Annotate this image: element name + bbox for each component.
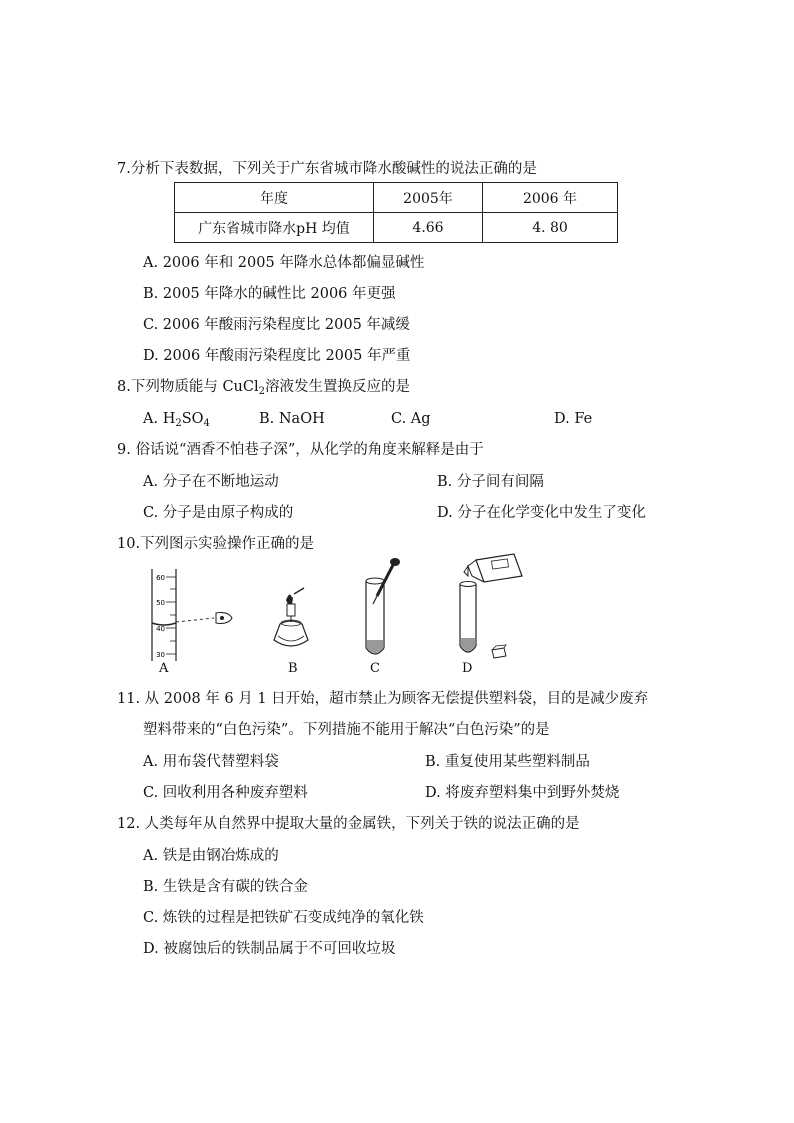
tick-label: 40 [156, 625, 165, 633]
table-row [175, 213, 618, 243]
q8-option-b: B. NaOH [259, 411, 325, 427]
q11-stem-line1: 11. 从 2008 年 6 月 1 日开始，超市禁止为顾客无偿提供塑料袋，目的是减少废弃 [117, 691, 649, 707]
q9-option-d: D. 分子在化学变化中发生了变化 [437, 505, 646, 521]
q8-option-a [143, 410, 210, 428]
q8-stem-text: 8.下列物质能与 CuCl [117, 379, 259, 395]
table-header-cell: 2006 年 [483, 183, 618, 213]
tick-label: 60 [156, 574, 165, 582]
table-cell: 广东省城市降水pH 均值 [175, 213, 374, 243]
table-cell: 4.66 [374, 213, 483, 243]
q8-stem-text: 溶液发生置换反应的是 [264, 379, 410, 395]
figure-b-alcohol-lamp [262, 580, 322, 660]
figure-b-label: B [288, 661, 298, 676]
q12-option-d: D. 被腐蚀后的铁制品属于不可回收垃圾 [143, 941, 396, 957]
figure-a-label: A [159, 661, 169, 676]
q7-option-d: D. 2006 年酸雨污染程度比 2005 年严重 [143, 348, 411, 364]
q7-data-table [174, 182, 618, 243]
q8-stem-subscript: 2 [258, 386, 265, 397]
q11-option-b: B. 重复使用某些塑料制品 [425, 754, 590, 770]
q12-stem: 12. 人类每年从自然界中提取大量的金属铁，下列关于铁的说法正确的是 [117, 816, 580, 832]
q8-stem [117, 378, 410, 396]
table-header-row [175, 183, 618, 213]
q8-option-a-text: A. H [143, 411, 176, 427]
q7-option-a: A. 2006 年和 2005 年降水总体都偏显碱性 [143, 255, 425, 271]
q8-option-d: D. Fe [554, 411, 593, 427]
q9-option-a: A. 分子在不断地运动 [143, 474, 279, 490]
figure-a-cylinder [140, 565, 240, 665]
q10-stem: 10.下列图示实验操作正确的是 [117, 536, 315, 552]
q7-option-b: B. 2005 年降水的碱性比 2006 年更强 [143, 286, 396, 302]
tick-label: 30 [156, 651, 165, 659]
q8-subscript: 4 [203, 418, 210, 429]
q12-option-b: B. 生铁是含有碳的铁合金 [143, 879, 308, 895]
q9-stem: 9. 俗话说“酒香不怕巷子深”，从化学的角度来解释是由于 [117, 442, 484, 458]
q11-stem-line2: 塑料带来的“白色污染”。下列措施不能用于解决“白色污染”的是 [143, 722, 550, 738]
figure-c-test-tube-dropper [355, 556, 405, 662]
q8-subscript: 2 [175, 418, 182, 429]
tick-label: 50 [156, 599, 165, 607]
figure-c-label: C [370, 661, 380, 676]
q8-option-a-text: SO [181, 411, 204, 427]
q7-stem: 7.分析下表数据，下列关于广东省城市降水酸碱性的说法正确的是 [117, 161, 537, 177]
table-cell: 4. 80 [483, 213, 618, 243]
q12-option-c: C. 炼铁的过程是把铁矿石变成纯净的氧化铁 [143, 910, 424, 926]
figure-d-pouring-liquid [448, 550, 538, 662]
table-header-cell: 2005年 [374, 183, 483, 213]
q8-option-c: C. Ag [391, 411, 431, 427]
table-header-cell: 年度 [175, 183, 374, 213]
q11-option-c: C. 回收利用各种废弃塑料 [143, 785, 308, 801]
q12-option-a: A. 铁是由钢冶炼成的 [143, 848, 279, 864]
q11-option-a: A. 用布袋代替塑料袋 [143, 754, 279, 770]
q9-option-b: B. 分子间有间隔 [437, 474, 544, 490]
q7-option-c: C. 2006 年酸雨污染程度比 2005 年减缓 [143, 317, 410, 333]
q9-option-c: C. 分子是由原子构成的 [143, 505, 294, 521]
figure-d-label: D [462, 661, 473, 676]
q11-option-d: D. 将废弃塑料集中到野外焚烧 [425, 785, 620, 801]
